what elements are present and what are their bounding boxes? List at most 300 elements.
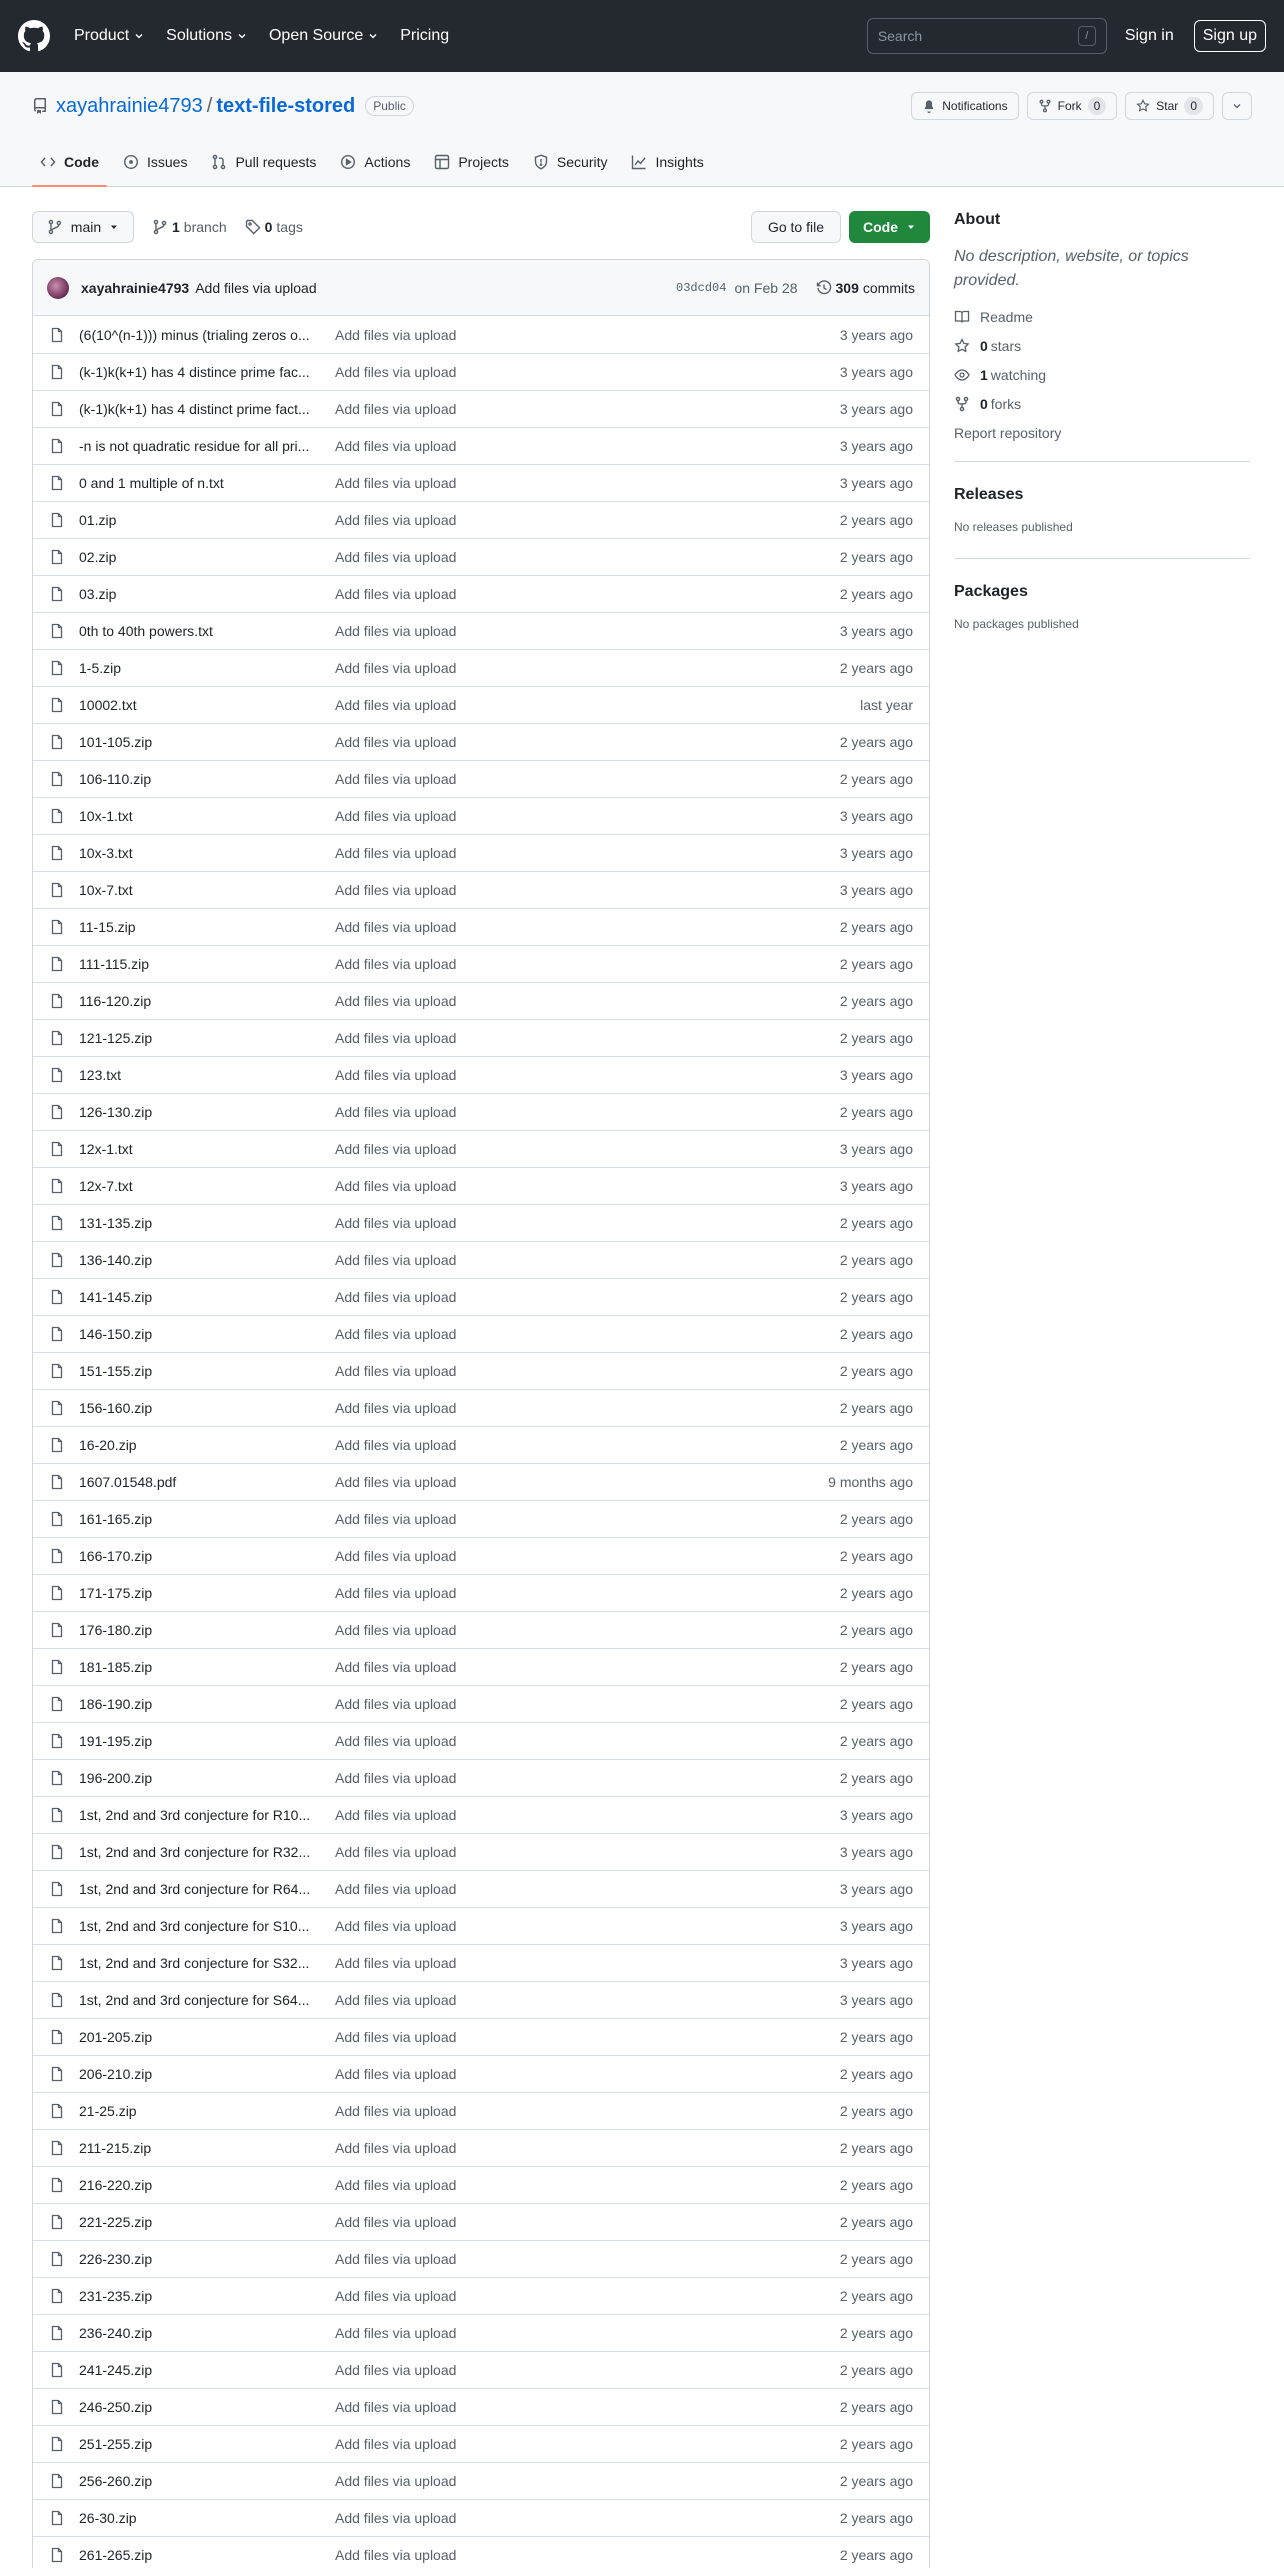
file-row	[33, 2425, 929, 2462]
file-row	[33, 2277, 929, 2314]
branches-link[interactable]	[152, 219, 227, 235]
file-row	[33, 760, 929, 797]
forks-count: 0	[980, 396, 988, 412]
tab-issues[interactable]	[115, 138, 195, 186]
commit-history-link[interactable]	[816, 280, 915, 296]
file-commit-message-link[interactable]: Add files via upload	[335, 956, 457, 972]
file-commit-message-link[interactable]: Add files via upload	[335, 1326, 457, 1342]
file-commit-message-link[interactable]: Add files via upload	[335, 2177, 457, 2193]
file-row	[33, 1315, 929, 1352]
tab-actions[interactable]	[332, 138, 418, 186]
file-row	[33, 797, 929, 834]
file-rows	[33, 316, 929, 2568]
commit-sha-link[interactable]: 03dcd04	[676, 280, 727, 295]
file-row	[33, 1019, 929, 1056]
file-row	[33, 2536, 929, 2568]
file-name-link[interactable]: 1st, 2nd and 3rd conjecture for R32...	[79, 1844, 311, 1860]
forks-label: forks	[990, 396, 1022, 412]
file-commit-message-link[interactable]: Add files via upload	[335, 549, 457, 565]
file-age: 3 years ago	[839, 326, 913, 343]
file-name-link[interactable]: 186-190.zip	[79, 1696, 153, 1712]
sign-in-link[interactable]: Sign in	[1124, 27, 1174, 44]
file-commit-message-link[interactable]: Add files via upload	[335, 660, 457, 676]
commit-date: on Feb 28	[734, 279, 798, 296]
file-row	[33, 1907, 929, 1944]
file-name-link[interactable]: 201-205.zip	[79, 2029, 153, 2045]
file-icon	[49, 808, 65, 824]
file-commit-message-link[interactable]: Add files via upload	[335, 1548, 457, 1564]
fork-button[interactable]	[1027, 92, 1118, 120]
file-icon	[49, 401, 65, 417]
file-row	[33, 2462, 929, 2499]
file-row	[33, 1759, 929, 1796]
tab-security-label: Security	[556, 154, 608, 170]
tab-projects-label: Projects	[458, 154, 509, 170]
file-commit-message-link[interactable]: Add files via upload	[335, 1178, 457, 1194]
file-name-link[interactable]: 126-130.zip	[79, 1104, 153, 1120]
file-age: 2 years ago	[839, 734, 913, 750]
caret-down-icon	[109, 222, 119, 232]
watching-label: watching	[990, 367, 1047, 383]
repo-actions	[911, 92, 1252, 120]
chevron-down-icon	[368, 31, 378, 41]
file-commit-message-link[interactable]: Add files via upload	[335, 919, 457, 935]
file-icon	[49, 2362, 65, 2378]
file-commit-message-link[interactable]: Add files via upload	[335, 734, 457, 750]
file-name-link[interactable]: 106-110.zip	[79, 771, 152, 787]
repo-owner-link[interactable]: xayahrainie4793	[56, 94, 203, 117]
releases-empty: No releases published	[954, 520, 1073, 534]
file-icon	[49, 2066, 65, 2082]
file-icon	[49, 1289, 65, 1305]
packages-empty: No packages published	[954, 617, 1079, 631]
file-row	[33, 1204, 929, 1241]
tab-insights[interactable]	[623, 138, 711, 186]
nav-solutions[interactable]	[166, 27, 247, 45]
file-commit-message-link[interactable]: Add files via upload	[335, 845, 457, 861]
file-icon	[49, 2140, 65, 2156]
file-name-link[interactable]: 121-125.zip	[79, 1030, 153, 1046]
star-button[interactable]	[1125, 92, 1214, 120]
main-content	[0, 187, 1284, 2568]
file-commit-message-link[interactable]: Add files via upload	[335, 2140, 457, 2156]
nav-solutions-label: Solutions	[166, 27, 232, 44]
file-name-link[interactable]: (6(10^(n-1))) minus (trialing zeros o...	[79, 326, 310, 343]
file-name-link[interactable]: 1st, 2nd and 3rd conjecture for R10...	[79, 1807, 311, 1823]
file-row	[33, 1426, 929, 1463]
file-name-link[interactable]: 251-255.zip	[79, 2436, 153, 2452]
branch-select-button[interactable]	[32, 211, 134, 243]
file-age: 2 years ago	[839, 2066, 913, 2082]
file-name-link[interactable]: 16-20.zip	[79, 1437, 137, 1453]
file-name-link[interactable]: 11-15.zip	[79, 919, 136, 935]
file-name-link[interactable]: 1st, 2nd and 3rd conjecture for S10...	[79, 1918, 310, 1934]
tab-pull-requests[interactable]	[203, 138, 324, 186]
file-icon	[49, 1955, 65, 1971]
file-row	[33, 1537, 929, 1574]
file-row	[33, 612, 929, 649]
chevron-down-icon	[1232, 101, 1242, 111]
file-name-link[interactable]: 231-235.zip	[79, 2288, 153, 2304]
file-name-link[interactable]: 176-180.zip	[79, 1622, 153, 1638]
file-commit-message-link[interactable]: Add files via upload	[335, 1141, 457, 1157]
search-placeholder: Search	[877, 28, 923, 44]
fork-icon	[954, 396, 970, 412]
file-commit-message-link[interactable]: Add files via upload	[335, 697, 457, 713]
commit-author-link[interactable]: xayahrainie4793	[81, 279, 190, 296]
file-commit-message-link[interactable]: Add files via upload	[335, 1252, 457, 1268]
file-row	[33, 501, 929, 538]
file-commit-message-link[interactable]: Add files via upload	[335, 2214, 457, 2230]
history-icon	[816, 280, 832, 296]
nav-product[interactable]	[74, 27, 144, 45]
file-icon	[49, 2214, 65, 2230]
file-name-link[interactable]: 12x-7.txt	[79, 1178, 133, 1194]
file-commit-message-link[interactable]: Add files via upload	[335, 1918, 457, 1934]
file-commit-message-link[interactable]: Add files via upload	[335, 512, 457, 528]
forks-link[interactable]	[954, 396, 1250, 412]
file-icon	[49, 1067, 65, 1083]
sidebar-divider	[954, 461, 1250, 462]
file-age: 3 years ago	[839, 401, 913, 417]
file-name-link[interactable]: 1st, 2nd and 3rd conjecture for R64...	[79, 1881, 311, 1897]
file-commit-message-link[interactable]: Add files via upload	[335, 1363, 457, 1379]
file-icon	[49, 2325, 65, 2341]
watchers-link[interactable]	[954, 367, 1250, 383]
file-age: 3 years ago	[839, 1178, 913, 1194]
file-name-link[interactable]: 26-30.zip	[79, 2510, 137, 2526]
file-commit-message-link[interactable]: Add files via upload	[335, 623, 457, 639]
packages-section	[954, 583, 1250, 631]
commit-count-label: commits	[862, 279, 915, 296]
file-row	[33, 908, 929, 945]
file-age: 2 years ago	[839, 1030, 913, 1046]
file-name-link[interactable]: 236-240.zip	[79, 2325, 153, 2341]
file-commit-message-link[interactable]: Add files via upload	[335, 1992, 457, 2008]
file-name-link[interactable]: 116-120.zip	[79, 993, 152, 1009]
notifications-button[interactable]	[911, 92, 1018, 120]
fork-icon	[1038, 99, 1052, 113]
latest-commit-bar	[33, 260, 929, 316]
commit-message-link[interactable]: Add files via upload	[195, 279, 317, 296]
branch-label: branch	[183, 219, 227, 235]
stars-link[interactable]	[954, 338, 1250, 354]
file-name-link[interactable]: 181-185.zip	[79, 1659, 153, 1675]
bell-icon	[922, 99, 936, 113]
file-commit-message-link[interactable]: Add files via upload	[335, 2473, 457, 2489]
play-icon	[340, 154, 356, 170]
file-name-link[interactable]: 21-25.zip	[79, 2103, 137, 2119]
branch-count: 1	[172, 219, 180, 235]
file-name-link[interactable]: 10002.txt	[79, 697, 137, 713]
file-commit-message-link[interactable]: Add files via upload	[335, 1067, 457, 1083]
file-name-link[interactable]: 156-160.zip	[79, 1400, 153, 1416]
file-commit-message-link[interactable]: Add files via upload	[335, 1104, 457, 1120]
file-commit-message-link[interactable]: Add files via upload	[335, 364, 457, 380]
file-name-link[interactable]: 171-175.zip	[79, 1585, 153, 1601]
file-age: 3 years ago	[839, 1918, 913, 1934]
file-icon	[49, 1141, 65, 1157]
file-name-link[interactable]: 12x-1.txt	[79, 1141, 133, 1157]
file-row	[33, 2166, 929, 2203]
file-age: 3 years ago	[839, 1141, 913, 1157]
commit-meta	[676, 280, 915, 296]
pull-request-icon	[211, 154, 227, 170]
file-icon	[49, 1178, 65, 1194]
file-commit-message-link[interactable]: Add files via upload	[335, 1807, 457, 1823]
file-age: 2 years ago	[839, 1585, 913, 1601]
file-name-link[interactable]: 1607.01548.pdf	[79, 1474, 177, 1490]
file-commit-message-link[interactable]: Add files via upload	[335, 2325, 457, 2341]
file-name-link[interactable]: 191-195.zip	[79, 1733, 153, 1749]
file-row	[33, 2388, 929, 2425]
file-commit-message-link[interactable]: Add files via upload	[335, 1474, 457, 1490]
caret-down-icon	[906, 222, 916, 232]
repo-icon	[32, 98, 48, 114]
file-commit-message-link[interactable]: Add files via upload	[335, 1955, 457, 1971]
file-age: 3 years ago	[839, 1881, 913, 1897]
file-name-link[interactable]: 166-170.zip	[79, 1548, 153, 1564]
repo-header	[0, 72, 1284, 187]
file-name-link[interactable]: 02.zip	[79, 549, 117, 565]
star-dropdown-button[interactable]	[1222, 92, 1252, 120]
file-icon	[49, 845, 65, 861]
file-name-link[interactable]: 256-260.zip	[79, 2473, 153, 2489]
file-commit-message-link[interactable]: Add files via upload	[335, 2066, 457, 2082]
file-age: 2 years ago	[839, 2251, 913, 2267]
github-logo-icon[interactable]	[18, 20, 50, 52]
file-commit-message-link[interactable]: Add files via upload	[335, 1622, 457, 1638]
nav-open-source-label: Open Source	[268, 27, 364, 44]
chevron-down-icon	[237, 31, 247, 41]
file-row	[33, 427, 929, 464]
file-row	[33, 1722, 929, 1759]
file-icon	[49, 2399, 65, 2415]
file-commit-message-link[interactable]: Add files via upload	[335, 2547, 457, 2563]
code-icon	[40, 154, 56, 170]
file-name-link[interactable]: 146-150.zip	[79, 1326, 153, 1342]
file-commit-message-link[interactable]: Add files via upload	[335, 1881, 457, 1897]
file-age: 2 years ago	[839, 1326, 913, 1342]
file-commit-message-link[interactable]: Add files via upload	[335, 2399, 457, 2415]
file-icon	[49, 1326, 65, 1342]
notifications-label: Notifications	[942, 99, 1008, 113]
chevron-down-icon	[134, 31, 144, 41]
go-to-file-button[interactable]: Go to file	[751, 211, 841, 243]
file-row	[33, 2314, 929, 2351]
file-icon	[49, 1215, 65, 1231]
file-commit-message-link[interactable]: Add files via upload	[335, 808, 457, 824]
tab-code-label: Code	[64, 154, 99, 170]
shield-icon	[533, 154, 549, 170]
file-age: 2 years ago	[839, 919, 913, 935]
file-commit-message-link[interactable]: Add files via upload	[335, 2251, 457, 2267]
sign-up-button[interactable]: Sign up	[1194, 20, 1266, 52]
file-name-link[interactable]: 111-115.zip	[79, 956, 150, 972]
search-input[interactable]	[867, 18, 1107, 54]
file-row	[33, 834, 929, 871]
file-age: 2 years ago	[839, 2473, 913, 2489]
file-icon	[49, 993, 65, 1009]
tab-security[interactable]	[525, 138, 616, 186]
about-section	[954, 211, 1250, 441]
file-commit-message-link[interactable]: Add files via upload	[335, 1733, 457, 1749]
repo-tabs	[0, 138, 1284, 186]
git-branch-icon	[152, 219, 168, 235]
file-name-link[interactable]: 10x-1.txt	[79, 808, 133, 824]
tag-count: 0	[264, 219, 273, 235]
tags-link[interactable]	[245, 219, 303, 235]
file-icon	[49, 475, 65, 491]
file-name-link[interactable]: 151-155.zip	[79, 1363, 153, 1379]
file-icon	[49, 1030, 65, 1046]
releases-heading[interactable]: Releases	[954, 486, 1024, 503]
file-age: 2 years ago	[839, 771, 913, 787]
file-icon	[49, 660, 65, 676]
file-age: 2 years ago	[839, 1659, 913, 1675]
file-name-link[interactable]: 246-250.zip	[79, 2399, 153, 2415]
git-branch-icon	[47, 219, 63, 235]
file-icon	[49, 1474, 65, 1490]
file-row	[33, 1241, 929, 1278]
file-name-link[interactable]: 226-230.zip	[79, 2251, 153, 2267]
file-name-link[interactable]: 1st, 2nd and 3rd conjecture for S64...	[79, 1992, 310, 2008]
file-name-link[interactable]: 216-220.zip	[79, 2177, 153, 2193]
file-name-link[interactable]: 131-135.zip	[79, 1215, 153, 1231]
file-icon	[49, 1659, 65, 1675]
file-icon	[49, 586, 65, 602]
file-row	[33, 2203, 929, 2240]
file-commit-message-link[interactable]: Add files via upload	[335, 1659, 457, 1675]
tab-projects[interactable]	[426, 138, 517, 186]
file-name-link[interactable]: 1-5.zip	[79, 660, 122, 676]
file-age: 2 years ago	[839, 2103, 913, 2119]
file-commit-message-link[interactable]: Add files via upload	[335, 1585, 457, 1601]
file-commit-message-link[interactable]: Add files via upload	[335, 401, 457, 417]
file-name-link[interactable]: 141-145.zip	[79, 1289, 153, 1305]
file-commit-message-link[interactable]: Add files via upload	[335, 1030, 457, 1046]
star-count: 0	[1184, 97, 1203, 115]
readme-link[interactable]	[954, 309, 1250, 325]
file-row	[33, 1685, 929, 1722]
file-name-link[interactable]: 136-140.zip	[79, 1252, 153, 1268]
file-name-link[interactable]: 0th to 40th powers.txt	[79, 623, 213, 639]
file-row	[33, 2129, 929, 2166]
file-name-link[interactable]: 1st, 2nd and 3rd conjecture for S32...	[79, 1955, 310, 1971]
file-name-link[interactable]: 261-265.zip	[79, 2547, 153, 2563]
file-commit-message-link[interactable]: Add files via upload	[335, 326, 457, 343]
file-name-link[interactable]: 03.zip	[79, 586, 117, 602]
file-commit-message-link[interactable]: Add files via upload	[335, 2029, 457, 2045]
file-commit-message-link[interactable]: Add files via upload	[335, 1511, 457, 1527]
file-commit-message-link[interactable]: Add files via upload	[335, 2362, 457, 2378]
file-icon	[49, 1807, 65, 1823]
file-icon	[49, 364, 65, 380]
file-commit-message-link[interactable]: Add files via upload	[335, 475, 457, 491]
file-icon	[49, 623, 65, 639]
file-list-box	[32, 259, 930, 2568]
file-commit-message-link[interactable]: Add files via upload	[335, 1215, 457, 1231]
file-age: 2 years ago	[839, 2436, 913, 2452]
file-name-link[interactable]: 211-215.zip	[79, 2140, 152, 2156]
file-age: 2 years ago	[839, 1437, 913, 1453]
file-row	[33, 1944, 929, 1981]
packages-heading[interactable]: Packages	[954, 583, 1028, 600]
file-row	[33, 1463, 929, 1500]
file-commit-message-link[interactable]: Add files via upload	[335, 993, 457, 1009]
file-row	[33, 1389, 929, 1426]
file-commit-message-link[interactable]: Add files via upload	[335, 1696, 457, 1712]
file-row	[33, 1500, 929, 1537]
file-name-link[interactable]: 196-200.zip	[79, 1770, 153, 1786]
file-icon	[49, 1104, 65, 1120]
file-commit-message-link[interactable]: Add files via upload	[335, 1289, 457, 1305]
file-commit-message-link[interactable]: Add files via upload	[335, 2436, 457, 2452]
file-commit-message-link[interactable]: Add files via upload	[335, 438, 457, 454]
nav-open-source[interactable]	[269, 27, 378, 45]
file-name-link[interactable]: 01.zip	[79, 512, 117, 528]
file-name-link[interactable]: (k-1)k(k+1) has 4 distince prime fac...	[79, 364, 310, 380]
file-name-link[interactable]: 123.txt	[79, 1067, 122, 1083]
file-commit-message-link[interactable]: Add files via upload	[335, 1770, 457, 1786]
file-icon	[49, 2547, 65, 2563]
file-age: 3 years ago	[839, 1955, 913, 1971]
file-name-link[interactable]: 101-105.zip	[79, 734, 153, 750]
file-commit-message-link[interactable]: Add files via upload	[335, 882, 457, 898]
report-repository-link[interactable]: Report repository	[954, 425, 1062, 441]
file-age: 3 years ago	[839, 1844, 913, 1860]
tab-code[interactable]	[32, 138, 107, 186]
tag-icon	[245, 219, 261, 235]
file-name-link[interactable]: 161-165.zip	[79, 1511, 153, 1527]
file-name-link[interactable]: 0 and 1 multiple of n.txt	[79, 475, 224, 491]
code-dropdown-button[interactable]	[849, 211, 930, 243]
visibility-badge: Public	[365, 96, 414, 116]
repo-name-link[interactable]: text-file-stored	[216, 94, 356, 117]
branch-name: main	[70, 219, 102, 235]
file-age: 2 years ago	[839, 1252, 913, 1268]
file-commit-message-link[interactable]: Add files via upload	[335, 2510, 457, 2526]
file-commit-message-link[interactable]: Add files via upload	[335, 2288, 457, 2304]
file-age: 2 years ago	[839, 2288, 913, 2304]
file-name-link[interactable]: 206-210.zip	[79, 2066, 153, 2082]
file-commit-message-link[interactable]: Add files via upload	[335, 1844, 457, 1860]
file-age: 2 years ago	[839, 1215, 913, 1231]
file-age: 3 years ago	[839, 882, 913, 898]
avatar[interactable]	[47, 277, 69, 299]
file-commit-message-link[interactable]: Add files via upload	[335, 586, 457, 602]
site-header	[0, 0, 1284, 72]
file-commit-message-link[interactable]: Add files via upload	[335, 1400, 457, 1416]
file-commit-message-link[interactable]: Add files via upload	[335, 771, 457, 787]
releases-section	[954, 486, 1250, 534]
file-name-link[interactable]: 241-245.zip	[79, 2362, 153, 2378]
file-name-link[interactable]: 221-225.zip	[79, 2214, 153, 2230]
file-icon	[49, 549, 65, 565]
file-row	[33, 686, 929, 723]
file-name-link[interactable]: -n is not quadratic residue for all pri...	[79, 438, 310, 454]
file-name-link[interactable]: (k-1)k(k+1) has 4 distinct prime fact...	[79, 401, 310, 417]
file-name-link[interactable]: 10x-3.txt	[79, 845, 133, 861]
file-age: last year	[860, 697, 913, 713]
file-age: 2 years ago	[839, 1400, 913, 1416]
file-commit-message-link[interactable]: Add files via upload	[335, 1437, 457, 1453]
file-row	[33, 1870, 929, 1907]
file-commit-message-link[interactable]: Add files via upload	[335, 2103, 457, 2119]
repo-sidebar	[954, 211, 1250, 2568]
nav-pricing[interactable]	[400, 27, 449, 45]
file-name-link[interactable]: 10x-7.txt	[79, 882, 133, 898]
